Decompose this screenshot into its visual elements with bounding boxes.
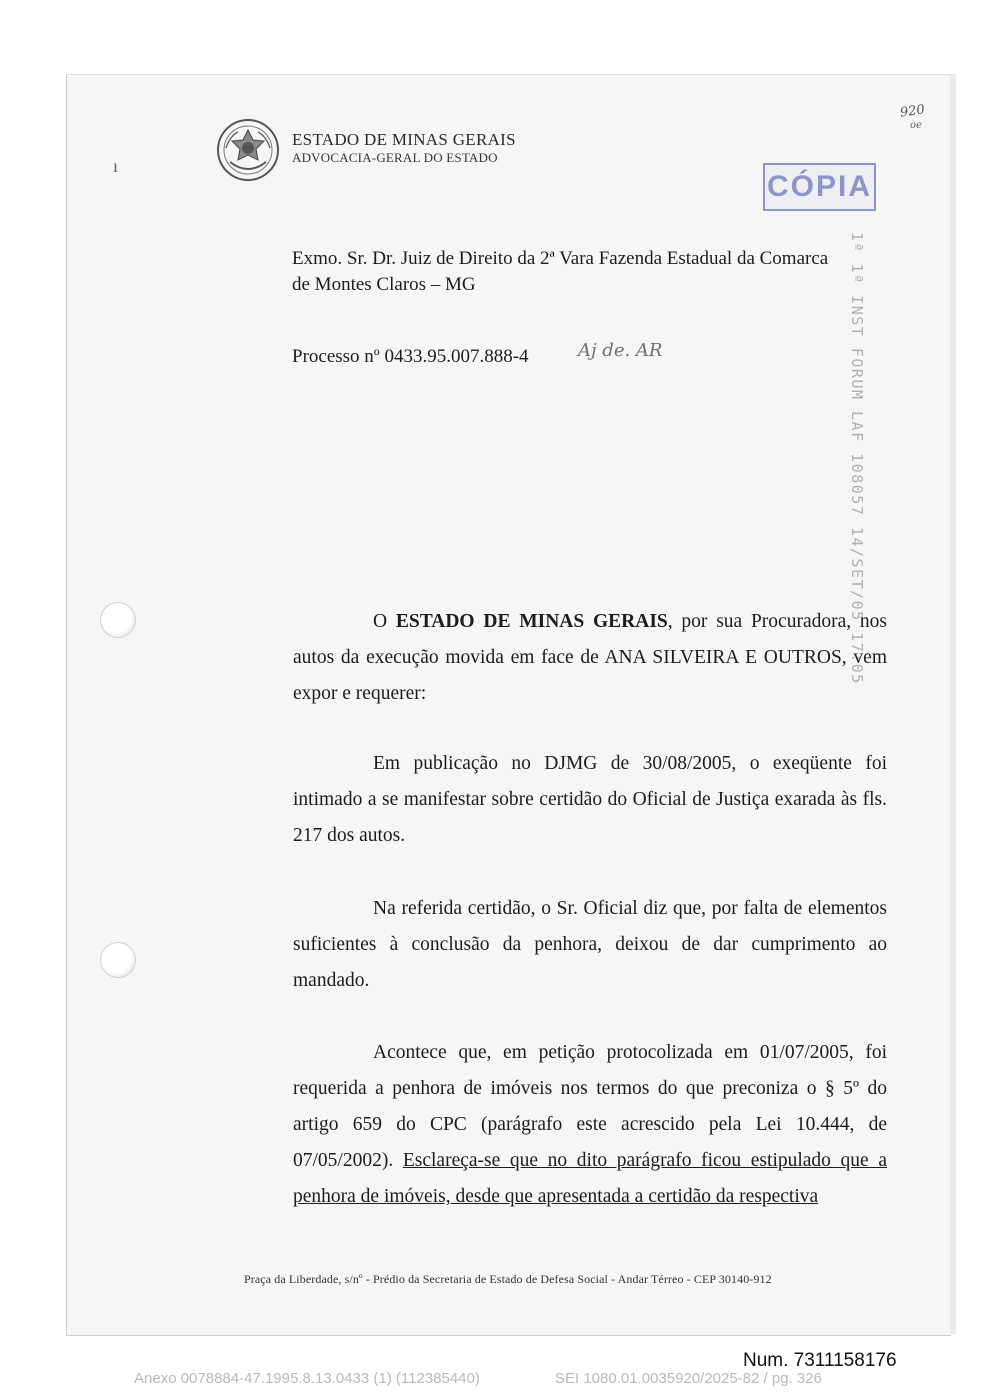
protocol-stamp: 1ª 1ª INST FORUM LAF 108057 14/SET/05 17:05	[848, 232, 866, 685]
margin-mark: ı	[113, 156, 119, 176]
petition-text: Acontece que, em petição protocolizada em 01/07/2005, foi requerida a penhora de imóveis nos termos do que preconiza o § 5º do artigo 659 do CPC (parágrafo este acrescido pela Lei 10.444, de 07/05/2002).	[293, 1042, 887, 1171]
punch-hole-bottom	[100, 942, 136, 978]
certificate-text: Na referida certidão, o Sr. Oficial diz que, por falta de elementos suficientes à conclusão da penhora, deixou de dar cumprimento ao mandado.	[293, 898, 887, 991]
handwritten-initials: oe	[910, 120, 922, 131]
intro-party-name: ESTADO DE MINAS GERAIS	[395, 611, 668, 632]
punch-hole-top	[100, 602, 136, 638]
petition-underlined-text: Esclareça-se que no dito parágrafo ficou estipulado que a penhora de imóveis, desde que apresentada a certidão da respectiva	[293, 1150, 887, 1207]
footer-address: Praça da Liberdade, s/nº - Prédio da Secretaria de Estado de Defesa Social - Andar Térreo - CEP 30140-912	[244, 1272, 772, 1286]
handwritten-process-note: Aj de. AR	[578, 340, 663, 361]
copy-stamp: CÓPIA	[763, 163, 876, 211]
handwritten-page-number: 920	[899, 102, 926, 121]
paragraph-petition	[293, 1035, 887, 1215]
annex-reference: Anexo 0078884-47.1995.8.13.0433 (1) (112385440)	[134, 1370, 480, 1387]
paragraph-certificate	[293, 891, 887, 999]
publication-text: Em publicação no DJMG de 30/08/2005, o exeqüente foi intimado a se manifestar sobre certidão do Oficial de Justiça exarada às fls. 217 dos autos.	[293, 753, 887, 846]
addressee-line-1: Exmo. Sr. Dr. Juiz de Direito da 2ª Vara Fazenda Estadual da Comarca	[292, 248, 829, 269]
header-state-name: ESTADO DE MINAS GERAIS	[292, 130, 516, 149]
intro-prefix: O	[373, 611, 396, 632]
intro-text: , por sua Procuradora, nos autos da execução movida em face de ANA SILVEIRA E OUTROS, vem expor e requerer:	[293, 611, 887, 704]
paragraph-publication	[293, 746, 887, 854]
document-number: Num. 7311158176	[743, 1350, 897, 1371]
process-number: Processo nº 0433.95.007.888-4	[292, 346, 529, 367]
addressee-line-2: de Montes Claros – MG	[292, 274, 476, 295]
header-agency-name: ADVOCACIA-GERAL DO ESTADO	[292, 150, 498, 165]
paragraph-intro	[293, 604, 887, 712]
sei-page-reference: SEI 1080.01.0035920/2025-82 / pg. 326	[555, 1370, 822, 1387]
state-coat-of-arms-seal	[216, 118, 280, 182]
page-edge-shadow	[950, 74, 956, 1334]
